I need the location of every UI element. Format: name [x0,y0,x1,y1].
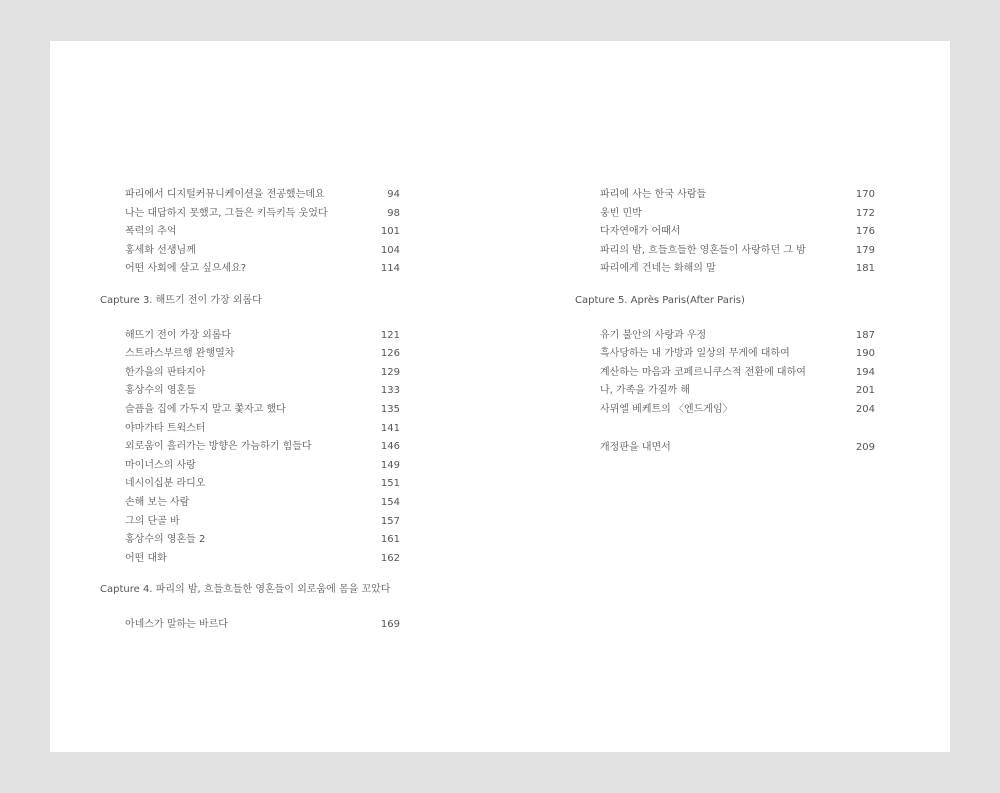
toc-entry-title: 파리에 사는 한국 사람들 [600,189,707,200]
toc-entry-title: 어떤 대화 [125,552,167,564]
toc-entry-page: 161 [380,534,400,546]
toc-entry [575,382,875,401]
toc-entry-title: 스트라스부르행 완행열차 [125,348,235,360]
toc-entry [100,475,400,494]
toc-entry-title: 해뜨기 전이 가장 외롭다 [125,329,232,341]
toc-entry [575,327,875,346]
toc-entry-title: 사뮈엘 베케트의 〈엔드게임〉 [600,403,733,415]
toc-entry-title: 폭력의 추억 [125,226,177,238]
toc-entry-page: 114 [380,263,400,275]
toc-entry-page: 162 [380,552,400,564]
toc-entry-page: 209 [855,441,875,453]
toc-entry [575,401,875,420]
toc-entry [100,242,400,261]
toc-entry-page: 169 [380,618,400,630]
toc-entry-page: 94 [387,189,400,200]
toc-entry-page: 194 [855,366,875,378]
toc-group [575,327,875,420]
toc-entry-title: 슬픔을 집에 가두지 말고 쫓자고 했다 [125,403,286,415]
toc-entry-title: 웅빈 민박 [600,207,642,219]
toc-entry [575,260,875,279]
toc-entry-title: 한가을의 판타지아 [125,366,206,378]
toc-group [100,186,400,279]
toc-entry-title: 나는 대답하지 못했고, 그들은 키득키득 웃었다 [125,207,328,219]
spacer [575,420,875,439]
toc-entry [100,186,400,205]
toc-entry [100,364,400,383]
toc-group [575,186,875,279]
toc-entry-title: 파리에서 디지털커뮤니케이션을 전공했는데요 [125,189,325,200]
toc-entry-page: 201 [855,385,875,397]
toc-entry [100,382,400,401]
toc-entry-title: 손해 보는 사람 [125,496,190,508]
toc-entry-title: 아네스가 말하는 바르다 [125,618,228,630]
toc-entry-title: 마이너스의 사랑 [125,459,196,471]
toc-entry-title: 계산하는 마음과 코페르니쿠스적 전환에 대하여 [600,366,806,378]
toc-group [100,327,400,569]
toc-entry [100,550,400,569]
toc-entry-title: 어떤 사회에 살고 싶으세요? [125,263,247,275]
book-spread [50,41,950,752]
toc-entry-page: 190 [855,348,875,360]
toc-entry-title: 나, 가족을 가질까 해 [600,385,690,397]
toc-entry-page: 151 [380,478,400,490]
toc-entry-title: 개정판을 내면서 [600,441,671,453]
toc-group [575,439,875,458]
toc-entry [100,513,400,532]
toc-entry-title: 네시이십분 라디오 [125,478,206,490]
toc-entry-page: 187 [855,329,875,341]
toc-entry-title: 홍세화 선생님께 [125,244,196,256]
toc-entry [100,345,400,364]
toc-entry [100,401,400,420]
toc-entry [100,457,400,476]
toc-entry [100,327,400,346]
toc-group [100,616,400,635]
toc-entry-page: 121 [380,329,400,341]
toc-entry-page: 146 [380,441,400,453]
toc-entry-page: 179 [855,244,875,256]
toc-entry [575,439,875,458]
toc-entry-title: 다자연애가 어때서 [600,226,681,238]
toc-entry-page: 149 [380,459,400,471]
section-heading: Capture 5. Après Paris(After Paris) [575,294,745,306]
toc-entry-page: 170 [855,189,875,200]
toc-entry [100,438,400,457]
toc-entry [575,205,875,224]
toc-entry-title: 유기 불안의 사랑과 우정 [600,329,707,341]
toc-entry-page: 141 [380,422,400,434]
toc-entry [100,205,400,224]
toc-entry-page: 101 [380,226,400,238]
toc-entry-title: 파리에게 건네는 화해의 말 [600,263,716,275]
toc-entry-title: 홍상수의 영혼들 2 [125,534,206,546]
toc-entry-page: 172 [855,207,875,219]
section-heading: Capture 4. 파리의 밤, 흐들흐들한 영혼들이 외로움에 몸을 꼬았다 [100,584,391,596]
toc-left-column [100,186,400,634]
toc-entry [100,616,400,635]
toc-entry [575,364,875,383]
toc-entry-page: 204 [855,403,875,415]
toc-entry-title: 야마가타 트윅스터 [125,422,206,434]
toc-entry [100,223,400,242]
toc-entry [100,531,400,550]
toc-entry-title: 홍상수의 영혼들 [125,385,196,397]
toc-entry [100,420,400,439]
toc-entry-page: 129 [380,366,400,378]
toc-entry [100,260,400,279]
toc-entry [575,223,875,242]
toc-entry-title: 파리의 밤, 흐들흐들한 영혼들이 사랑하던 그 밤 [600,244,806,256]
toc-entry-page: 126 [380,348,400,360]
section-heading: Capture 3. 해뜨기 전이 가장 외롭다 [100,294,262,306]
toc-entry-title: 흑사당하는 내 가방과 일상의 무게에 대하여 [600,348,790,360]
toc-entry-page: 176 [855,226,875,238]
toc-entry-page: 133 [380,385,400,397]
toc-entry-page: 181 [855,263,875,275]
toc-entry-title: 외로움이 흘러가는 방향은 가늠하기 힘들다 [125,441,312,453]
toc-entry-title: 그의 단골 바 [125,515,180,527]
toc-entry [575,345,875,364]
toc-entry [100,494,400,513]
toc-entry-page: 135 [380,403,400,415]
toc-right-column [575,186,875,457]
toc-entry-page: 104 [380,244,400,256]
toc-entry-page: 154 [380,496,400,508]
toc-entry [575,186,875,205]
toc-entry-page: 157 [380,515,400,527]
toc-entry [575,242,875,261]
toc-entry-page: 98 [387,207,400,219]
